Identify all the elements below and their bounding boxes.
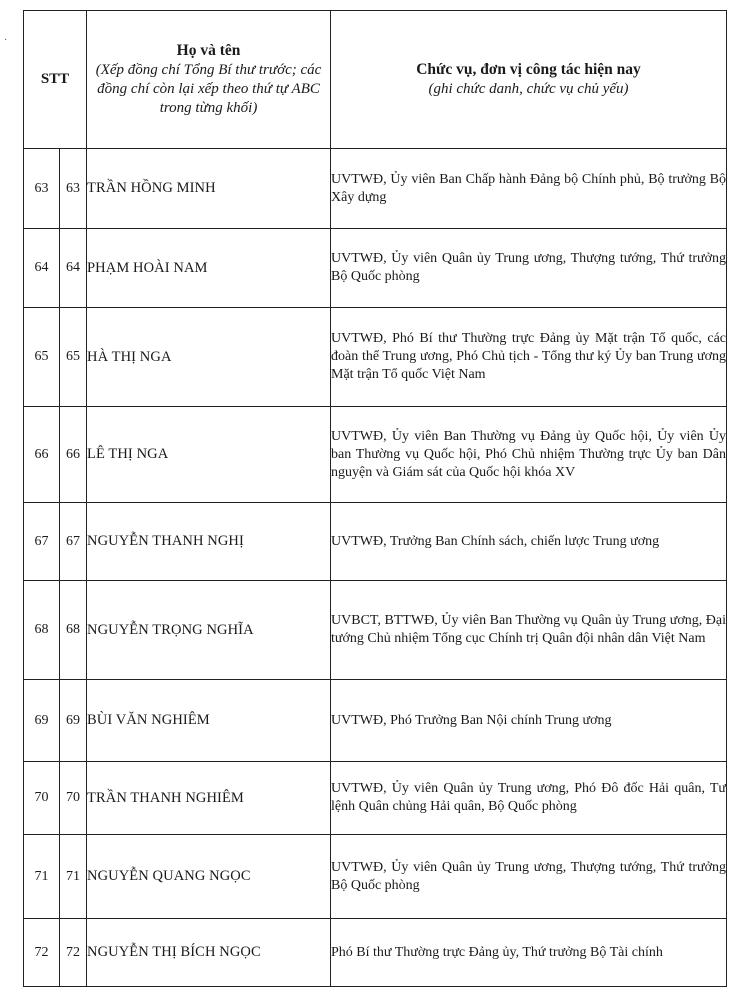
official-name: NGUYỄN TRỌNG NGHĨA [87,581,331,680]
row-number: 71 [24,835,60,919]
official-position: UVBCT, BTTWĐ, Ủy viên Ban Thường vụ Quân ủy Trung ương, Đại tướng Chủ nhiệm Tổng cục Chính trị Quân đội nhân dân Việt Nam [331,581,727,680]
row-number-sub: 66 [60,407,87,503]
name-header-title: Họ và tên [176,42,241,59]
official-name: LÊ THỊ NGA [87,407,331,503]
name-header-note: (Xếp đồng chí Tổng Bí thư trước; các đồng chí còn lại xếp theo thứ tự ABC trong từng khối) [95,62,322,116]
scan-speck: · [4,35,8,46]
row-number-sub: 71 [60,835,87,919]
official-name: NGUYỄN THỊ BÍCH NGỌC [87,919,331,987]
row-number-sub: 72 [60,919,87,987]
official-name: HÀ THỊ NGA [87,308,331,407]
row-number-sub: 68 [60,581,87,680]
position-header [331,11,727,149]
header-row [24,11,727,149]
row-number: 65 [24,308,60,407]
official-position: UVTWĐ, Ủy viên Ban Chấp hành Đảng bộ Chính phủ, Bộ trưởng Bộ Xây dựng [331,149,727,229]
table-row [24,503,727,581]
official-name: PHẠM HOÀI NAM [87,229,331,308]
table-row [24,835,727,919]
row-number: 66 [24,407,60,503]
official-position: UVTWĐ, Ủy viên Ban Thường vụ Đảng ủy Quốc hội, Ủy viên Ủy ban Thường vụ Quốc hội, Phó Chủ nhiệm Thường trực Ủy ban Dân nguyện và Giám sát của Quốc hội khóa XV [331,407,727,503]
position-header-title: Chức vụ, đơn vị công tác hiện nay [416,61,641,78]
row-number: 69 [24,680,60,762]
row-number-sub: 63 [60,149,87,229]
official-position: UVTWĐ, Phó Bí thư Thường trực Đảng ủy Mặt trận Tổ quốc, các đoàn thể Trung ương, Phó Chủ tịch - Tổng thư ký Ủy ban Trung ương Mặt trận Tổ quốc Việt Nam [331,308,727,407]
stt-header: STT [24,11,87,149]
row-number-sub: 70 [60,762,87,835]
table-row [24,680,727,762]
row-number: 64 [24,229,60,308]
row-number: 72 [24,919,60,987]
row-number: 70 [24,762,60,835]
official-position: Phó Bí thư Thường trực Đảng ủy, Thứ trưởng Bộ Tài chính [331,919,727,987]
name-header [87,11,331,149]
official-name: TRẦN HỒNG MINH [87,149,331,229]
official-name: NGUYỄN THANH NGHỊ [87,503,331,581]
official-position: UVTWĐ, Trưởng Ban Chính sách, chiến lược Trung ương [331,503,727,581]
table-row [24,762,727,835]
row-number-sub: 65 [60,308,87,407]
official-position: UVTWĐ, Ủy viên Quân ủy Trung ương, Phó Đô đốc Hải quân, Tư lệnh Quân chủng Hải quân, Bộ Quốc phòng [331,762,727,835]
official-position: UVTWĐ, Ủy viên Quân ủy Trung ương, Thượng tướng, Thứ trưởng Bộ Quốc phòng [331,835,727,919]
official-position: UVTWĐ, Phó Trưởng Ban Nội chính Trung ương [331,680,727,762]
position-header-note: (ghi chức danh, chức vụ chủ yếu) [428,81,629,97]
officials-table [23,10,727,987]
table-row [24,581,727,680]
table-row [24,149,727,229]
table-row [24,229,727,308]
row-number-sub: 64 [60,229,87,308]
table-row [24,919,727,987]
official-position: UVTWĐ, Ủy viên Quân ủy Trung ương, Thượng tướng, Thứ trưởng Bộ Quốc phòng [331,229,727,308]
official-name: NGUYỄN QUANG NGỌC [87,835,331,919]
table-row [24,407,727,503]
row-number: 68 [24,581,60,680]
official-name: BÙI VĂN NGHIÊM [87,680,331,762]
row-number-sub: 67 [60,503,87,581]
row-number-sub: 69 [60,680,87,762]
table-row [24,308,727,407]
official-name: TRẦN THANH NGHIÊM [87,762,331,835]
row-number: 63 [24,149,60,229]
row-number: 67 [24,503,60,581]
